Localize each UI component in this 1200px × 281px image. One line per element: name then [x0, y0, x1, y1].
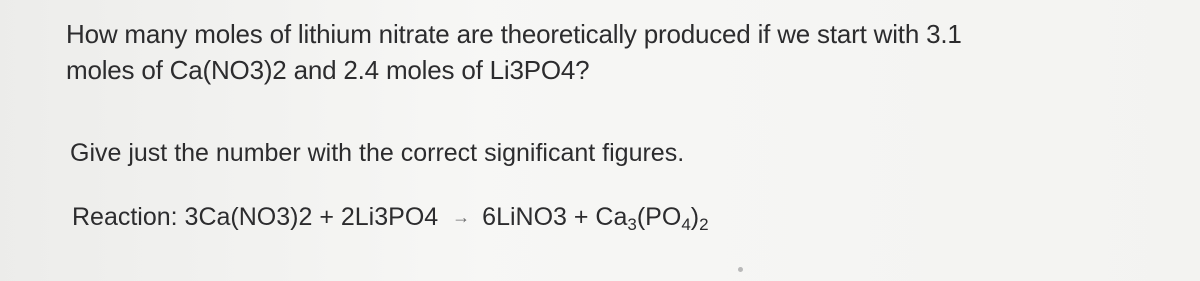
question-line-2: moles of Ca(NO3)2 and 2.4 moles of Li3PO4? [66, 55, 590, 85]
speck-mark [738, 267, 743, 272]
reaction-subscript-po4: 2 [699, 215, 709, 234]
reaction-phosphate-open: (PO [636, 203, 682, 231]
reaction-reactants: Reaction: 3Ca(NO3)2 + 2Li3PO4 [72, 203, 439, 231]
reaction-product: 6LiNO3 + Ca [482, 203, 628, 231]
question-line-1: How many moles of lithium nitrate are theoretically produced if we start with 3.1 [66, 19, 962, 49]
reaction-subscript-ca: 3 [627, 215, 637, 234]
reaction-arrow-icon: → [452, 207, 471, 227]
question-text [66, 16, 1186, 88]
reaction-phosphate-close: ) [690, 203, 700, 231]
answer-instruction: Give just the number with the correct significant figures. [70, 139, 685, 167]
reaction-equation [72, 200, 709, 234]
reaction-subscript-o: 4 [681, 215, 691, 234]
